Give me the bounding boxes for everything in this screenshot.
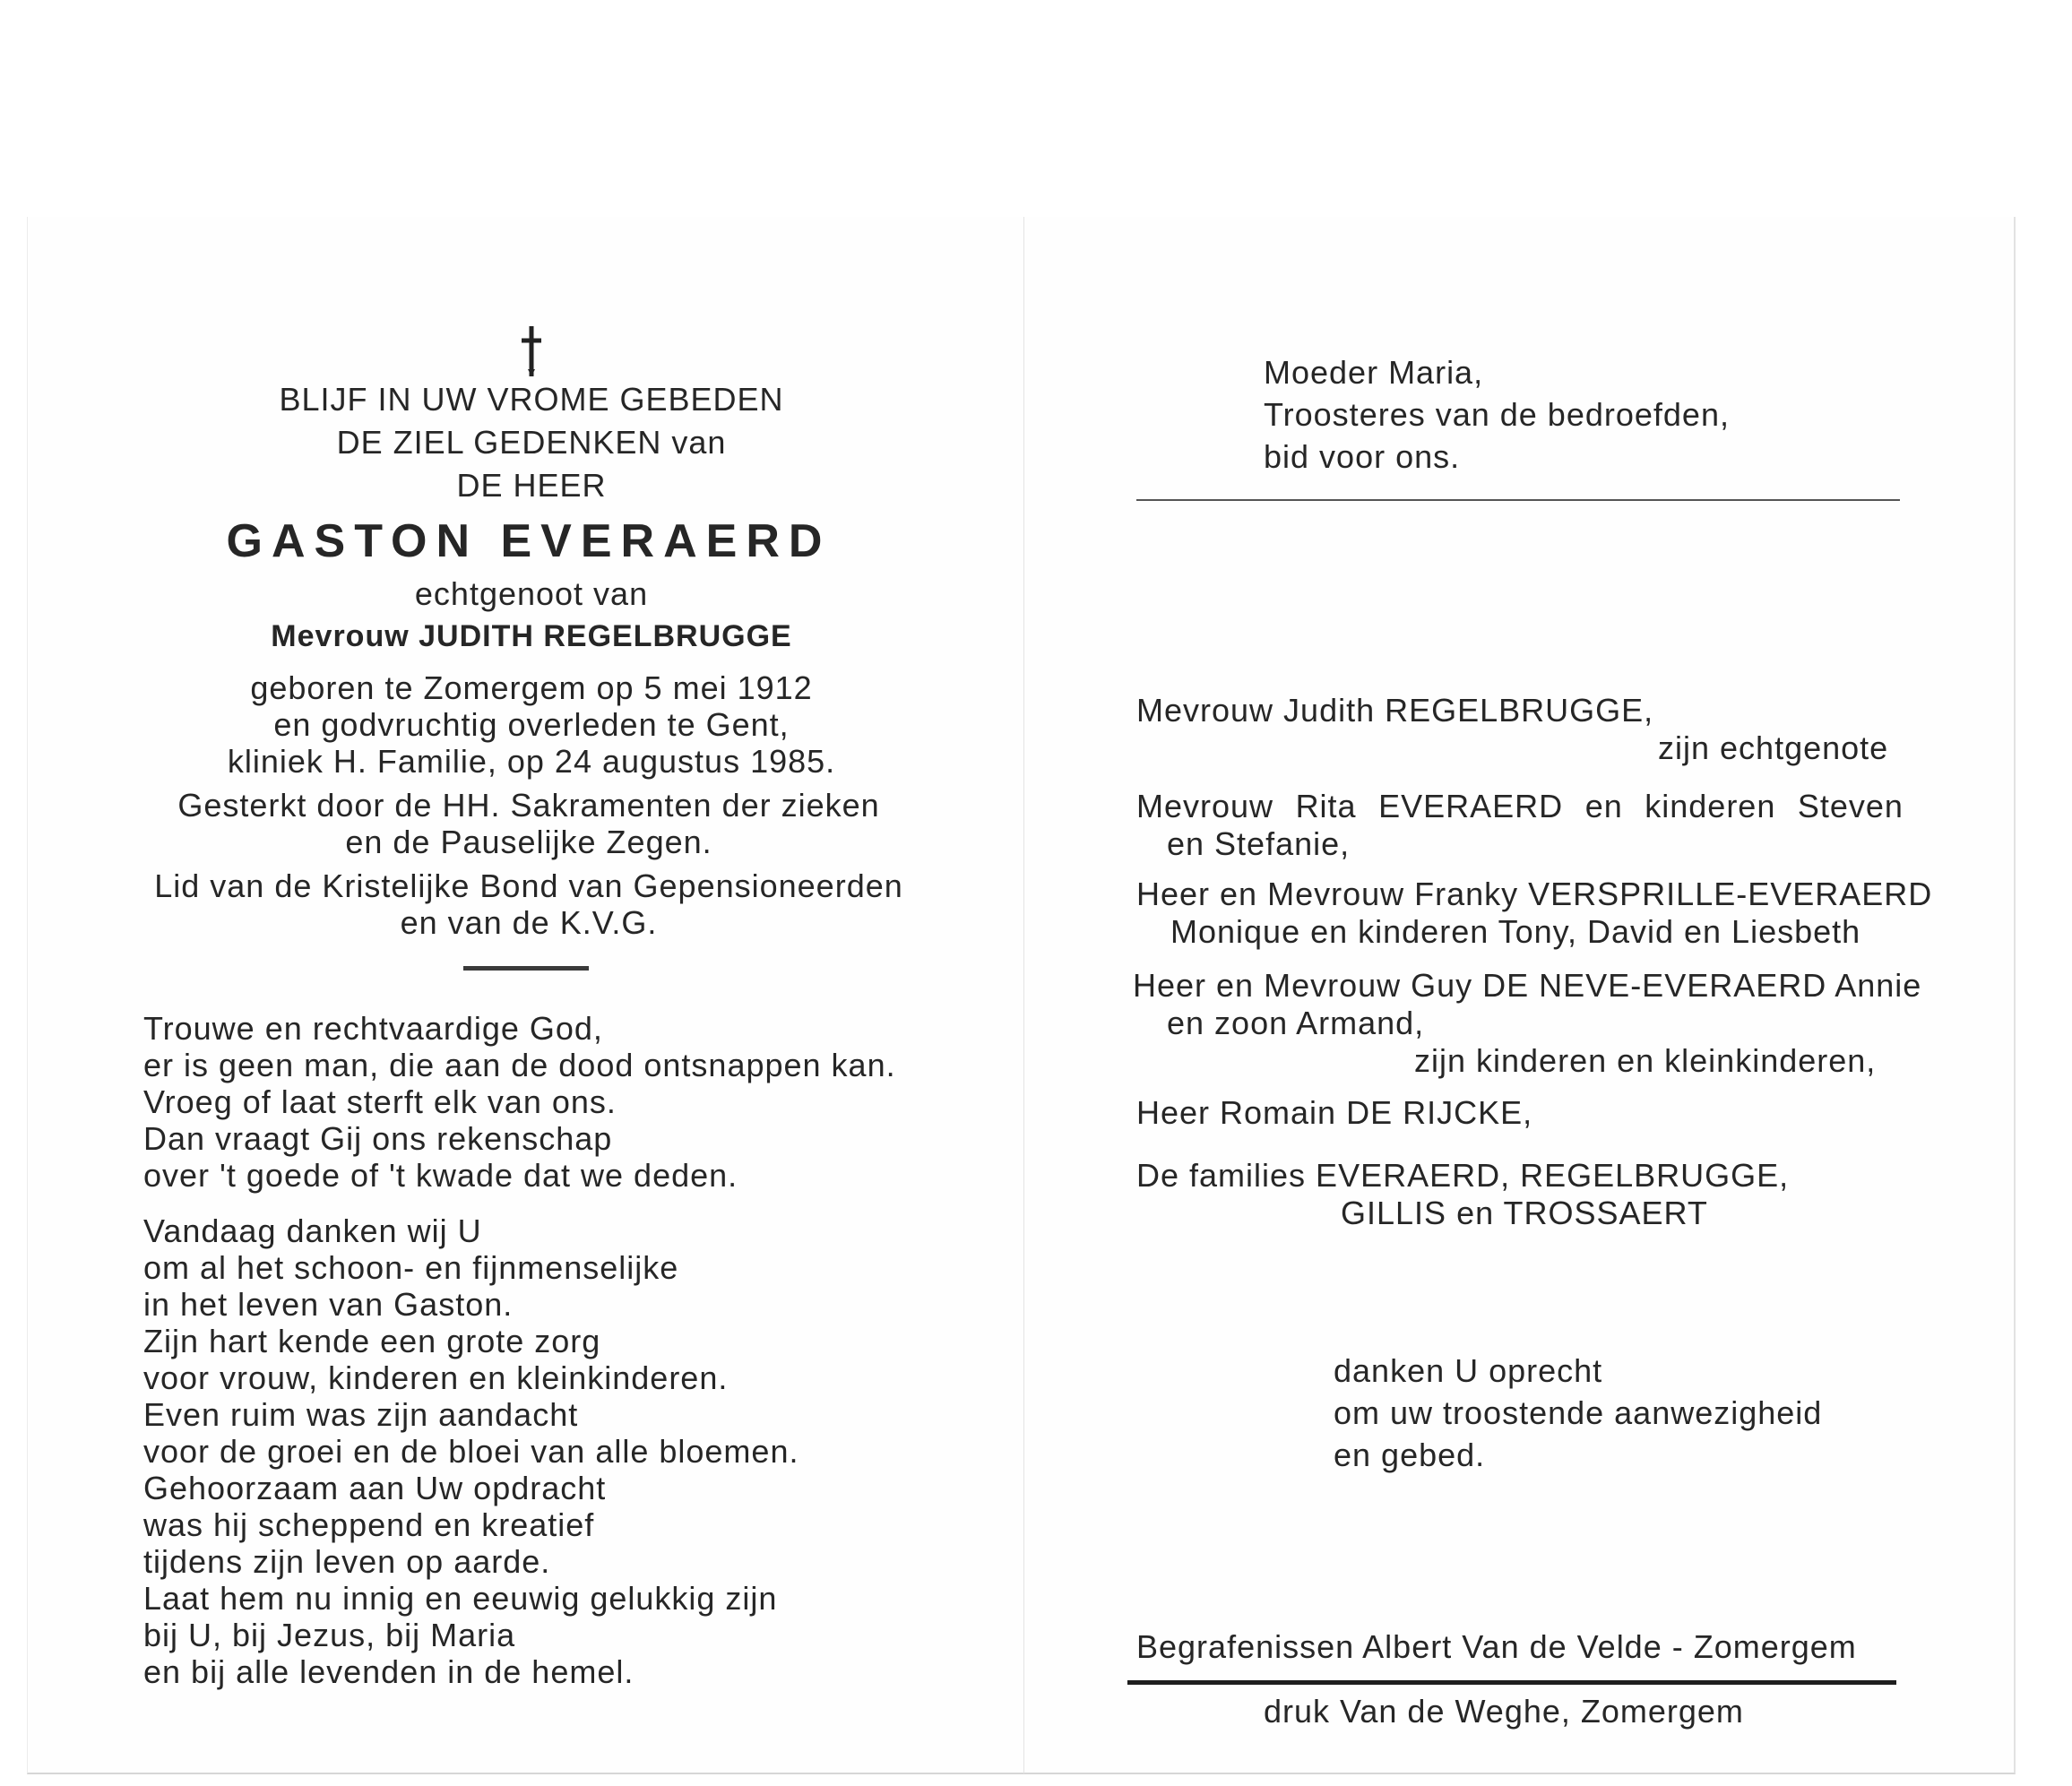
- undertaker-line: Begrafenissen Albert Van de Velde - Zomergem: [1136, 1628, 1857, 1665]
- prayer2-line-4: Zijn hart kende een grote zorg: [143, 1323, 601, 1359]
- bio-line-6: Lid van de Kristelijke Bond van Gepensioneerden: [154, 867, 903, 904]
- invocation-line-2: Troosteres van de bedroefden,: [1264, 396, 1730, 433]
- printer-line: druk Van de Weghe, Zomergem: [1264, 1693, 1744, 1730]
- family-guy: Heer en Mevrouw Guy DE NEVE-EVERAERD Annie: [1133, 967, 1922, 1004]
- spouse-name: Mevrouw JUDITH REGELBRUGGE: [271, 619, 792, 653]
- family-romain: Heer Romain DE RIJCKE,: [1136, 1094, 1533, 1131]
- family-wife: Mevrouw Judith REGELBRUGGE,: [1136, 692, 1654, 729]
- bio-line-7: en van de K.V.G.: [400, 904, 658, 941]
- family-families-cont: GILLIS en TROSSAERT: [1341, 1195, 1708, 1231]
- short-divider: [463, 966, 589, 971]
- bio-line-1: geboren te Zomergem op 5 mei 1912: [250, 669, 813, 706]
- family-rita-cont: en Stefanie,: [1167, 825, 1351, 862]
- header-line-3: DE HEER: [456, 467, 607, 504]
- family-rita-row: [1136, 789, 1904, 824]
- prayer2-line-5: voor vrouw, kinderen en kleinkinderen.: [143, 1359, 729, 1396]
- prayer2-line-1: Vandaag danken wij U: [143, 1212, 482, 1249]
- thanks-line-2: om uw troostende aanwezigheid: [1334, 1394, 1823, 1431]
- prayer2-line-13: en bij alle levenden in de hemel.: [143, 1653, 635, 1690]
- bio-line-5: en de Pauselijke Zegen.: [345, 824, 712, 860]
- rita-word-6: Steven: [1797, 788, 1904, 824]
- prayer2-line-8: Gehoorzaam aan Uw opdracht: [143, 1470, 607, 1506]
- prayer2-line-9: was hij scheppend en kreatief: [143, 1506, 595, 1543]
- header-line-1: BLIJF IN UW VROME GEBEDEN: [279, 381, 784, 418]
- family-families: De families EVERAERD, REGELBRUGGE,: [1136, 1157, 1790, 1194]
- invocation-line-1: Moeder Maria,: [1264, 354, 1484, 391]
- prayer2-line-6: Even ruim was zijn aandacht: [143, 1396, 579, 1433]
- prayer2-line-11: Laat hem nu innig en eeuwig gelukkig zijn: [143, 1580, 778, 1617]
- prayer2-line-10: tijdens zijn leven op aarde.: [143, 1543, 551, 1580]
- prayer1-line-2: er is geen man, die aan de dood ontsnappen kan.: [143, 1047, 896, 1083]
- deceased-name: GASTON EVERAERD: [226, 515, 832, 567]
- prayer1-line-3: Vroeg of laat sterft elk van ons.: [143, 1083, 617, 1120]
- rita-word-3: EVERAERD: [1378, 788, 1564, 824]
- family-children-role: zijn kinderen en kleinkinderen,: [1414, 1042, 1877, 1079]
- footer-divider: [1127, 1680, 1896, 1685]
- family-franky-cont: Monique en kinderen Tony, David en Liesbeth: [1170, 913, 1861, 950]
- rita-word-5: kinderen: [1645, 788, 1776, 824]
- family-franky: Heer en Mevrouw Franky VERSPRILLE-EVERAERD: [1136, 876, 1933, 912]
- rita-word-4: en: [1584, 788, 1623, 824]
- bio-line-4: Gesterkt door de HH. Sakramenten der zieken: [177, 787, 880, 824]
- prayer1-line-4: Dan vraagt Gij ons rekenschap: [143, 1120, 613, 1157]
- family-guy-cont: en zoon Armand,: [1167, 1005, 1425, 1041]
- prayer2-line-12: bij U, bij Jezus, bij Maria: [143, 1617, 516, 1653]
- prayer1-line-5: over 't goede of 't kwade dat we deden.: [143, 1157, 738, 1194]
- spouse-intro: echtgenoot van: [414, 575, 649, 612]
- thanks-line-3: en gebed.: [1334, 1437, 1486, 1473]
- family-wife-role: zijn echtgenote: [1658, 729, 1889, 766]
- rita-word-2: Rita: [1295, 788, 1357, 824]
- prayer2-line-3: in het leven van Gaston.: [143, 1286, 514, 1323]
- prayer2-line-2: om al het schoon- en fijnmenselijke: [143, 1249, 679, 1286]
- thanks-line-1: danken U oprecht: [1334, 1352, 1603, 1389]
- rita-word-1: Mevrouw: [1136, 788, 1274, 824]
- bio-line-3: kliniek H. Familie, op 24 augustus 1985.: [227, 743, 836, 780]
- header-line-2: DE ZIEL GEDENKEN van: [336, 424, 727, 461]
- invocation-divider: [1136, 499, 1900, 501]
- prayer2-line-7: voor de groei en de bloei van alle bloemen.: [143, 1433, 799, 1470]
- invocation-line-3: bid voor ons.: [1264, 438, 1461, 475]
- prayer1-line-1: Trouwe en rechtvaardige God,: [143, 1010, 603, 1047]
- bio-line-2: en godvruchtig overleden te Gent,: [273, 706, 790, 743]
- cross-icon: [518, 324, 545, 378]
